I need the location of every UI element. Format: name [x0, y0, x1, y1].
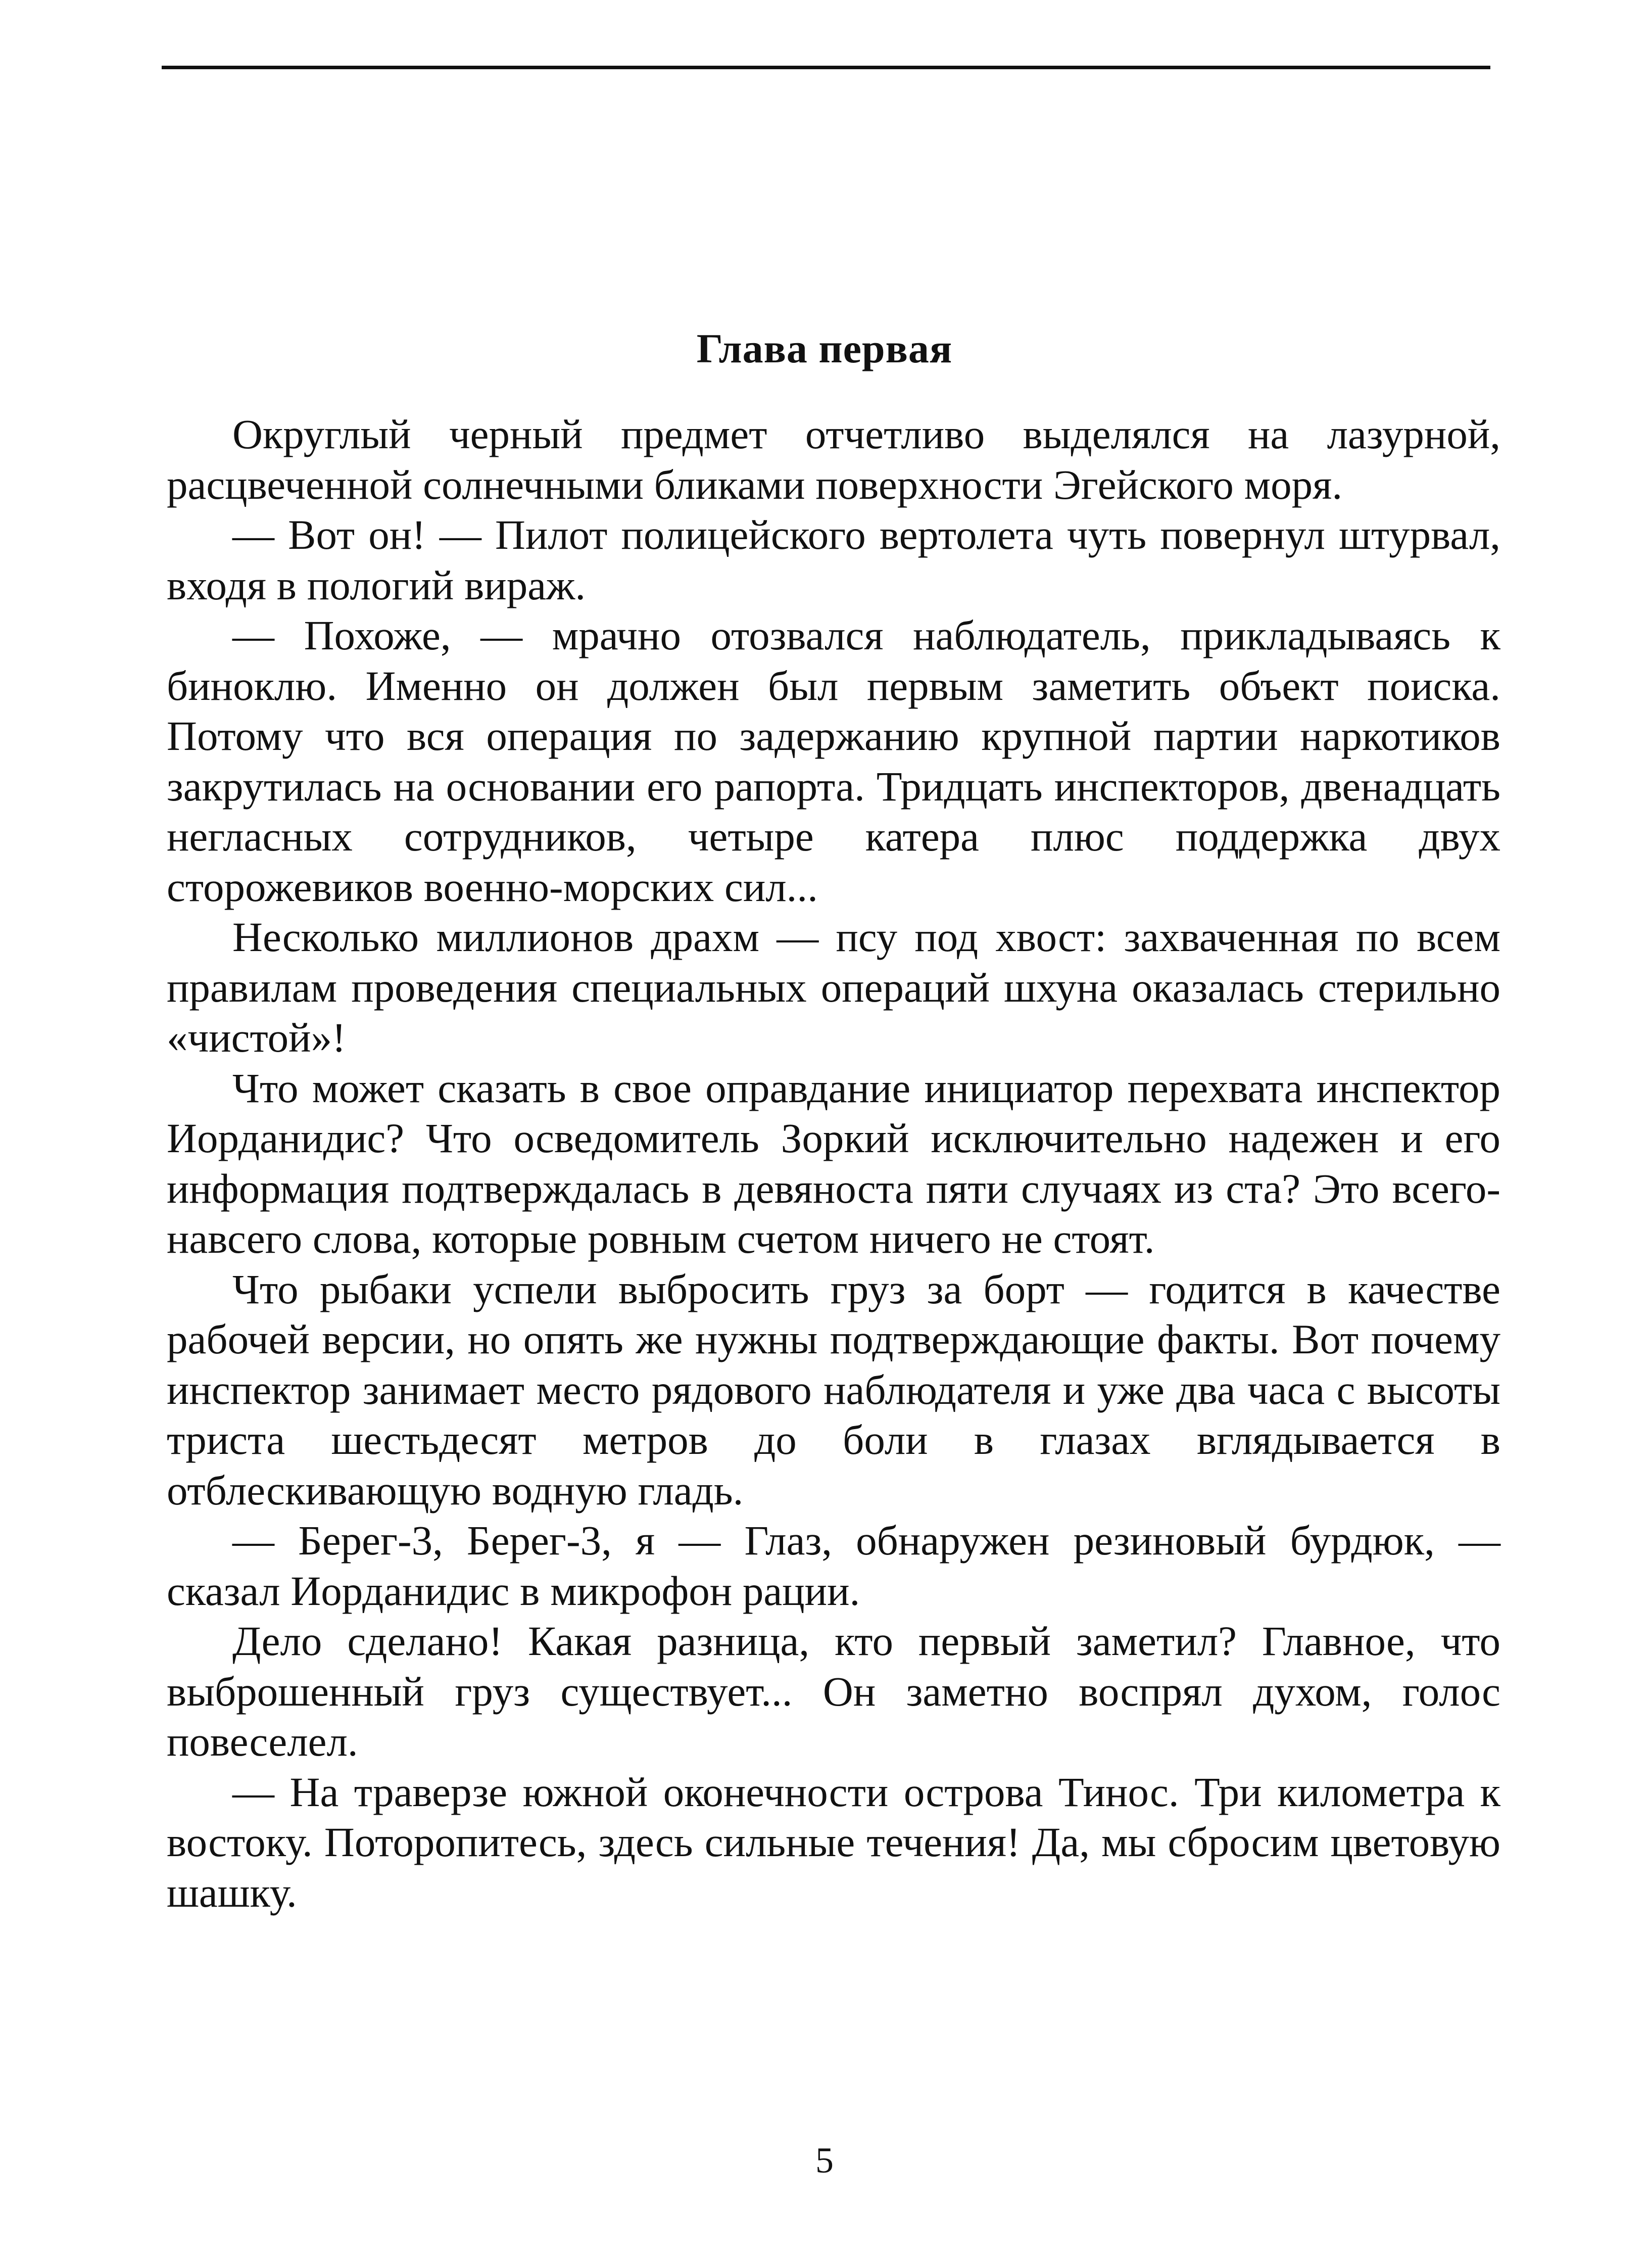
header-rule [162, 66, 1490, 69]
paragraph: — Похоже, — мрачно отозвался наблюдатель, прикладываясь к биноклю. Именно он должен был первым заметить объект поиска. Потому что вся операция по задержанию крупной партии наркотиков закрутилась на основании его рапорта. Тридцать инспекторов, двенадцать негласных сотрудников, четыре катера плюс поддержка двух сторожевиков военно-морских сил... [167, 612, 1500, 910]
paragraph: Что рыбаки успели выбросить груз за борт — годится в качестве рабочей версии, но опять же нужны подтверждающие факты. Вот почему инспектор занимает место рядового наблюдателя и уже два часа с высоты триста шестьдесят метров до боли в глазах вглядывается в отблескивающую водную гладь. [167, 1265, 1500, 1514]
paragraph: — Вот он! — Пилот полицейского вертолета чуть повернул штурвал, входя в пологий вираж. [167, 511, 1500, 608]
chapter-title: Глава первая [696, 325, 953, 371]
paragraph: — Берег-3, Берег-3, я — Глаз, обнаружен резиновый бурдюк, — сказал Иорданидис в микрофон рации. [167, 1517, 1500, 1614]
paragraph: Округлый черный предмет отчетливо выделялся на лазурной, расцвеченной солнечными бликами поверхности Эгейского моря. [167, 411, 1500, 508]
page-number: 5 [815, 2140, 834, 2181]
paragraph: — На траверзе южной оконечности острова Тинос. Три километра к востоку. Поторопитесь, здесь сильные течения! Да, мы сбросим цветовую шашку. [167, 1768, 1500, 1916]
chapter-body [167, 409, 1500, 1918]
paragraph: Дело сделано! Какая разница, кто первый заметил? Главное, что выброшенный груз существует... Он заметно воспрял духом, голос повеселел. [167, 1618, 1500, 1765]
paragraph: Что может сказать в свое оправдание инициатор перехвата инспектор Иорданидис? Что осведомитель Зоркий исключительно надежен и его информация подтверждалась в девяноста пяти случаях из ста? Это всего-навсего слова, которые ровным счетом ничего не стоят. [167, 1064, 1500, 1262]
paragraph: Несколько миллионов драхм — псу под хвост: захваченная по всем правилам проведения специальных операций шхуна оказалась стерильно «чистой»! [167, 914, 1500, 1061]
